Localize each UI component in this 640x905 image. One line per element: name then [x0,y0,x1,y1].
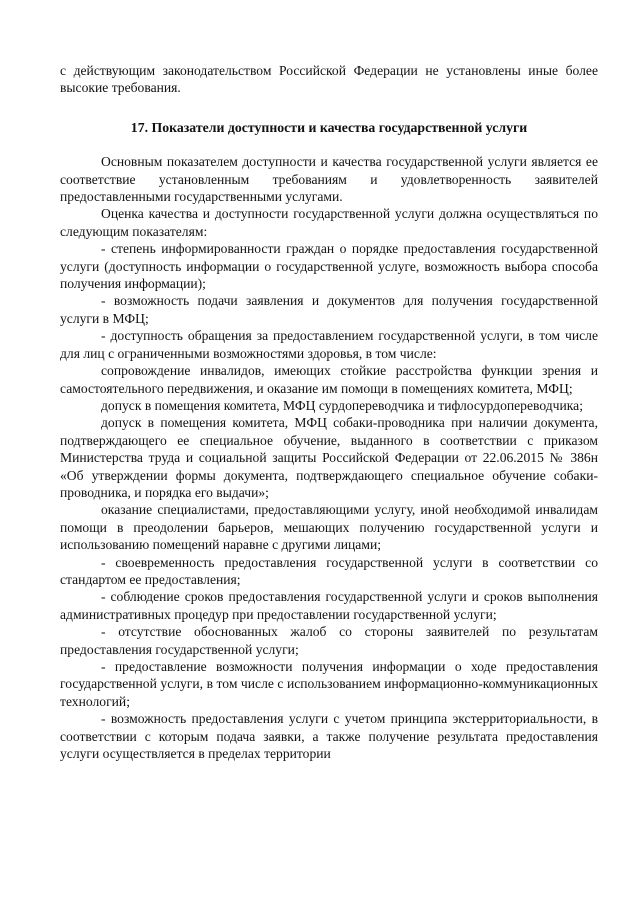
paragraph-interpreter: допуск в помещения комитета, МФЦ сурдопереводчика и тифлосурдопереводчика; [101,397,583,413]
list-item-mfc-submission: - возможность подачи заявления и документов для получения государственной услуги в МФЦ; [60,293,598,326]
paragraph-main-indicator: Основным показателем доступности и качества государственной услуги является ее соответствие установленным требованиям и удовлетворенность заявителей предоставленными государственными услугами. [60,154,598,205]
list-item-timeliness: - своевременность предоставления государственной услуги в соответствии со стандартом ее предоставления; [60,554,598,587]
list-item-informedness: - степень информированности граждан о порядке предоставления государственной услуги (доступность информации о государственной услуге, возможность выбора способа получения информации); [60,241,598,292]
paragraph-evaluation: Оценка качества и доступности государственной услуги должна осуществляться по следующим показателям: [60,206,598,239]
continuation-paragraph: с действующим законодательством Российской Федерации не установлены иные более высокие требования. [60,63,598,96]
list-item-extraterritoriality: - возможность предоставления услуги с учетом принципа экстерриториальности, в соответствии с которым подача заявки, а также получение результата предоставления услуги осуществляется в пределах территории [60,711,598,762]
document-page [60,62,598,762]
list-item-progress-info: - предоставление возможности получения информации о ходе предоставления государственной услуги, в том числе с использованием информационно-коммуникационных технологий; [60,659,598,709]
section-heading: 17. Показатели доступности и качества государственной услуги [130,119,528,135]
list-item-accessibility: - доступность обращения за предоставлением государственной услуги, в том числе для лиц с ограниченными возможностями здоровья, в том числе: [60,328,598,361]
paragraph-assistance: оказание специалистами, предоставляющими услугу, иной необходимой инвалидам помощи в преодолении барьеров, мешающих получению государственной услуги и использованию помещений наравне с другими лицами; [60,502,598,553]
list-item-complaints: - отсутствие обоснованных жалоб со стороны заявителей по результатам предоставления государственной услуги; [60,624,598,657]
paragraph-guide-dog: допуск в помещения комитета, МФЦ собаки-проводника при наличии документа, подтверждающего ее специальное обучение, выданного в соответствии с приказом Министерства труда и социальной защиты Российской Федерации от 22.06.2015 № 386н «Об утверждении формы документа, подтверждающего специальное обучение собаки-проводника, и порядка его выдачи»; [60,415,598,500]
list-item-deadlines: - соблюдение сроков предоставления государственной услуги и сроков выполнения административных процедур при предоставлении государственной услуги; [60,589,598,622]
paragraph-escort: сопровождение инвалидов, имеющих стойкие расстройства функции зрения и самостоятельного передвижения, и оказание им помощи в помещениях комитета, МФЦ; [60,363,598,396]
